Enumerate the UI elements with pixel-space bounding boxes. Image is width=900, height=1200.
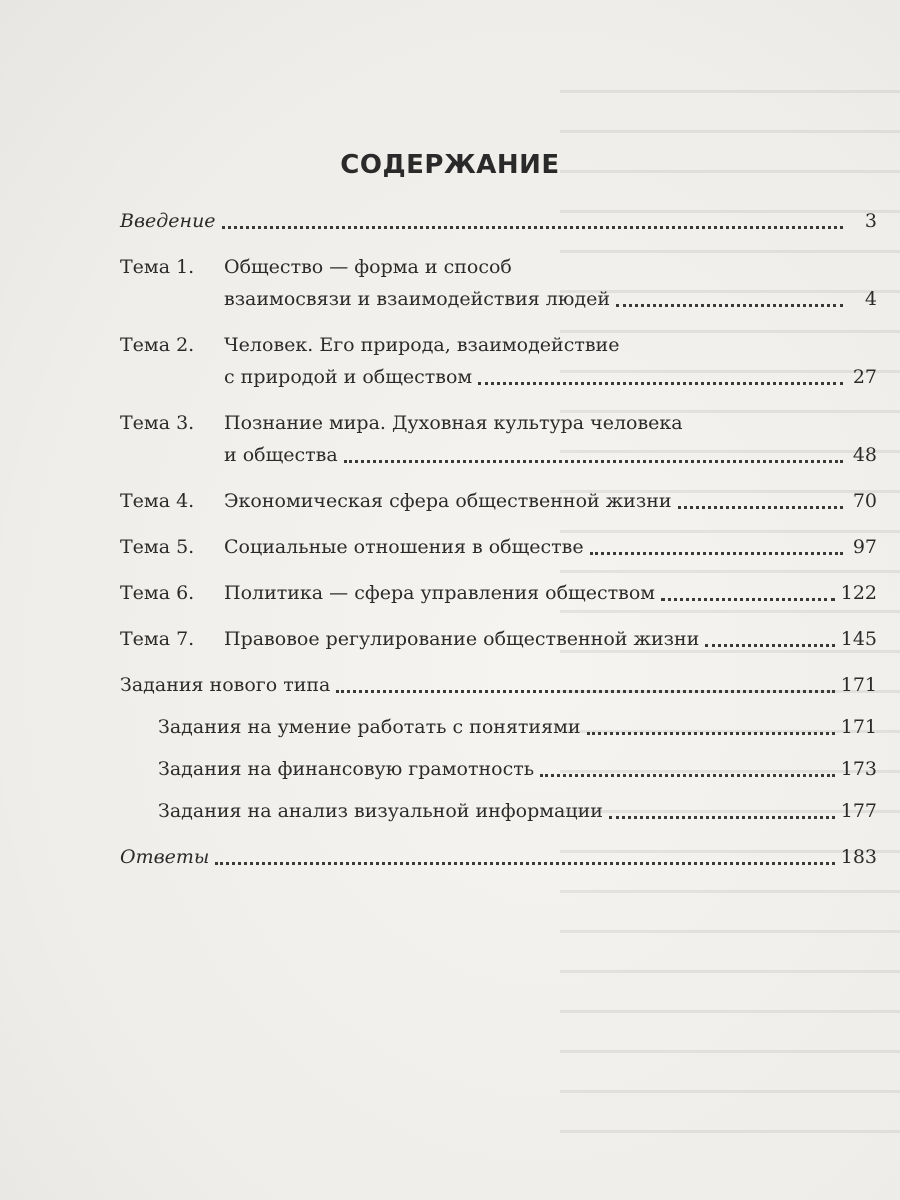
topic-title-line2: и общества: [224, 444, 338, 466]
toc-page-number: 122: [840, 582, 877, 604]
topic-title-line1: Познание мира. Духовная культура человека: [224, 412, 683, 434]
dot-leader: [336, 689, 834, 693]
dot-leader: [215, 861, 834, 865]
toc-label: Задания на анализ визуальной информации: [158, 800, 603, 822]
dot-leader: [609, 815, 835, 819]
toc-page-number: 171: [840, 674, 877, 696]
dot-leader: [587, 731, 835, 735]
toc-subentry-financial: [120, 753, 877, 785]
toc-entry-topic-4: [120, 485, 877, 517]
toc-page-number: 145: [840, 628, 877, 650]
toc-entry-answers: [120, 841, 877, 873]
topic-number: Тема 1.: [120, 256, 195, 278]
toc-page-number: 173: [840, 758, 877, 780]
dot-leader: [540, 773, 835, 777]
dot-leader: [616, 303, 843, 307]
toc-label: Задания нового типа: [120, 674, 331, 696]
topic-number: Тема 3.: [120, 412, 195, 434]
topic-number: Тема 7.: [120, 628, 195, 650]
toc-page-number: 70: [852, 490, 877, 512]
topic-number: Тема 6.: [120, 582, 195, 604]
toc-page-number: 183: [840, 846, 877, 868]
toc-page-number: 4: [864, 288, 877, 310]
dot-leader: [590, 551, 843, 555]
dot-leader: [344, 459, 843, 463]
dot-leader: [705, 643, 834, 647]
topic-title: Социальные отношения в обществе: [224, 536, 584, 558]
topic-number: Тема 5.: [120, 536, 195, 558]
topic-number: Тема 2.: [120, 334, 195, 356]
toc-subentry-visual: [120, 795, 877, 827]
page-title: СОДЕРЖАНИЕ: [340, 150, 560, 180]
dot-leader: [222, 225, 843, 229]
toc-entry-topic-3: [120, 407, 877, 471]
topic-title: Правовое регулирование общественной жизни: [224, 628, 700, 650]
toc-page-number: 97: [852, 536, 877, 558]
toc-entry-topic-7: [120, 623, 877, 655]
toc-page-number: 27: [852, 366, 877, 388]
toc-page-number: 3: [864, 210, 877, 232]
topic-title-line1: Человек. Его природа, взаимодействие: [224, 334, 620, 356]
topic-title-line2: взаимосвязи и взаимодействия людей: [224, 288, 610, 310]
topic-title: Экономическая сфера общественной жизни: [224, 490, 672, 512]
toc-entry-topic-2: [120, 329, 877, 393]
toc-entry-topic-5: [120, 531, 877, 563]
toc-entry-topic-1: [120, 251, 877, 315]
toc-label: Ответы: [120, 846, 210, 868]
toc-label: Задания на финансовую грамотность: [158, 758, 535, 780]
topic-number: Тема 4.: [120, 490, 195, 512]
toc-label: Задания на умение работать с понятиями: [158, 716, 581, 738]
toc-page-number: 177: [840, 800, 877, 822]
topic-title: Политика — сфера управления обществом: [224, 582, 656, 604]
dot-leader: [678, 505, 843, 509]
toc-entry-new-tasks: [120, 669, 877, 701]
toc-page-number: 171: [840, 716, 877, 738]
toc-subentry-concepts: [120, 711, 877, 743]
toc-entry-topic-6: [120, 577, 877, 609]
topic-title-line2: с природой и обществом: [224, 366, 473, 388]
dot-leader: [661, 597, 835, 601]
dot-leader: [478, 381, 843, 385]
toc-page-number: 48: [852, 444, 877, 466]
table-of-contents: [120, 205, 877, 873]
topic-title-line1: Общество — форма и способ: [224, 256, 512, 278]
toc-entry-intro: [120, 205, 877, 237]
toc-label: Введение: [120, 210, 216, 232]
